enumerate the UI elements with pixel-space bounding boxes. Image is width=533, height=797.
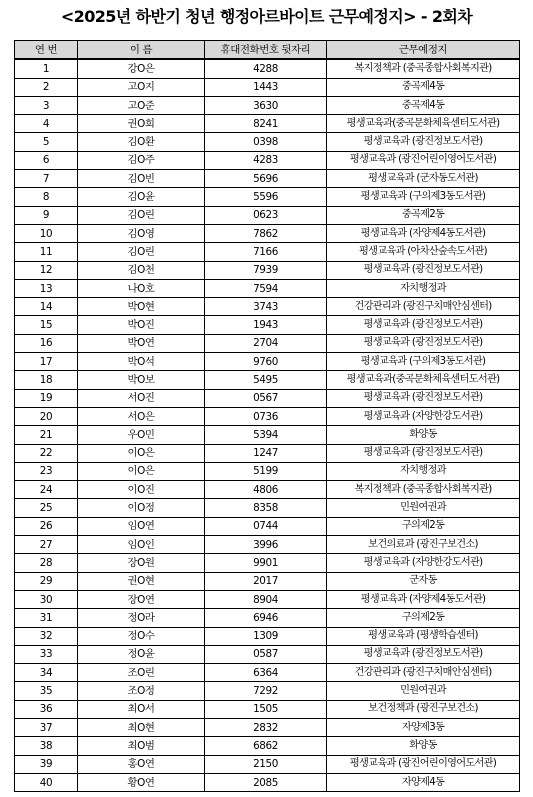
cell-phone: 7292 [205,682,327,700]
cell-name: 김O빈 [78,170,205,188]
header-phone: 휴대전화번호 뒷자리 [205,41,327,60]
cell-workplace: 화양동 [327,426,520,444]
cell-workplace: 평생교육과 (광진정보도서관) [327,389,520,407]
cell-workplace: 구의제2동 [327,609,520,627]
cell-phone: 3630 [205,96,327,114]
cell-phone: 7939 [205,261,327,279]
cell-phone: 1309 [205,627,327,645]
cell-name: 박O진 [78,316,205,334]
table-row [15,755,520,773]
table-row [15,261,520,279]
cell-workplace: 평생교육과 (광진정보도서관) [327,261,520,279]
table-row [15,664,520,682]
cell-number: 15 [15,316,78,334]
table-body [15,59,520,791]
table-row [15,78,520,96]
table-row [15,718,520,736]
table-row [15,170,520,188]
table-row [15,206,520,224]
cell-number: 6 [15,151,78,169]
cell-number: 18 [15,371,78,389]
cell-phone: 1943 [205,316,327,334]
cell-number: 13 [15,279,78,297]
cell-workplace: 평생교육과 (광진어린이영어도서관) [327,755,520,773]
cell-number: 23 [15,462,78,480]
cell-name: 김O윤 [78,188,205,206]
cell-number: 31 [15,609,78,627]
cell-number: 32 [15,627,78,645]
cell-number: 39 [15,755,78,773]
cell-phone: 1247 [205,444,327,462]
cell-number: 27 [15,536,78,554]
cell-phone: 2704 [205,334,327,352]
table-row [15,115,520,133]
cell-phone: 8358 [205,499,327,517]
cell-name: 김O린 [78,243,205,261]
cell-phone: 0736 [205,407,327,425]
cell-number: 21 [15,426,78,444]
header-name: 이 름 [78,41,205,60]
cell-workplace: 자치행정과 [327,462,520,480]
table-row [15,499,520,517]
cell-name: 정O수 [78,627,205,645]
cell-name: 김O영 [78,224,205,242]
cell-number: 33 [15,645,78,663]
cell-name: 조O린 [78,664,205,682]
cell-name: 임O인 [78,536,205,554]
cell-name: 장O원 [78,554,205,572]
cell-name: 이O은 [78,444,205,462]
cell-workplace: 중곡제2동 [327,206,520,224]
cell-phone: 6946 [205,609,327,627]
cell-workplace: 평생교육과 (광진정보도서관) [327,334,520,352]
table-row [15,517,520,535]
cell-workplace: 중곡제4동 [327,78,520,96]
cell-workplace: 평생교육과 (자양제4동도서관) [327,224,520,242]
table-row [15,334,520,352]
cell-number: 9 [15,206,78,224]
cell-number: 28 [15,554,78,572]
cell-number: 22 [15,444,78,462]
table-row [15,572,520,590]
cell-name: 이O정 [78,499,205,517]
cell-workplace: 보건정책과 (광진구보건소) [327,700,520,718]
cell-number: 3 [15,96,78,114]
cell-number: 1 [15,59,78,78]
cell-phone: 0398 [205,133,327,151]
table-row [15,224,520,242]
cell-name: 장O연 [78,590,205,608]
cell-number: 11 [15,243,78,261]
table-row [15,682,520,700]
table-row [15,96,520,114]
cell-number: 24 [15,481,78,499]
cell-workplace: 평생교육과 (광진정보도서관) [327,133,520,151]
table-header-row [15,41,520,60]
cell-number: 40 [15,773,78,791]
cell-name: 홍O연 [78,755,205,773]
cell-workplace: 평생교육과 (아차산숲속도서관) [327,243,520,261]
table-row [15,627,520,645]
table-row [15,645,520,663]
cell-workplace: 평생교육과 (광진어린이영어도서관) [327,151,520,169]
cell-workplace: 자치행정과 [327,279,520,297]
table-row [15,773,520,791]
cell-phone: 1505 [205,700,327,718]
cell-number: 19 [15,389,78,407]
cell-name: 정O윤 [78,645,205,663]
cell-name: 나O호 [78,279,205,297]
cell-number: 26 [15,517,78,535]
cell-workplace: 평생교육과 (구의제3동도서관) [327,188,520,206]
header-number: 연 번 [15,41,78,60]
cell-name: 박O현 [78,298,205,316]
table-row [15,481,520,499]
cell-workplace: 평생교육과 (평생학습센터) [327,627,520,645]
table-row [15,59,520,78]
cell-number: 37 [15,718,78,736]
assignment-table [14,40,520,792]
cell-phone: 6364 [205,664,327,682]
cell-workplace: 건강관리과 (광진구치매안심센터) [327,298,520,316]
cell-workplace: 복지정책과 (중곡종합사회복지관) [327,481,520,499]
cell-name: 우O민 [78,426,205,444]
table-row [15,536,520,554]
header-workplace: 근무예정지 [327,41,520,60]
table-row [15,133,520,151]
cell-phone: 9901 [205,554,327,572]
cell-workplace: 군자동 [327,572,520,590]
cell-phone: 2150 [205,755,327,773]
table-row [15,353,520,371]
cell-number: 17 [15,353,78,371]
cell-phone: 5696 [205,170,327,188]
cell-phone: 1443 [205,78,327,96]
cell-phone: 2832 [205,718,327,736]
cell-phone: 4288 [205,59,327,78]
table-row [15,389,520,407]
cell-workplace: 평생교육과 (자양제4동도서관) [327,590,520,608]
cell-name: 박O연 [78,334,205,352]
cell-workplace: 화양동 [327,737,520,755]
cell-phone: 5394 [205,426,327,444]
document-title: <2025년 하반기 청년 행정아르바이트 근무예정지> - 2회차 [60,7,473,26]
cell-name: 서O진 [78,389,205,407]
cell-phone: 8904 [205,590,327,608]
cell-number: 38 [15,737,78,755]
table-row [15,590,520,608]
cell-number: 2 [15,78,78,96]
cell-number: 29 [15,572,78,590]
cell-phone: 0587 [205,645,327,663]
cell-name: 김O천 [78,261,205,279]
table-row [15,151,520,169]
cell-number: 16 [15,334,78,352]
cell-name: 권O희 [78,115,205,133]
cell-workplace: 복지정책과 (중곡종합사회복지관) [327,59,520,78]
cell-workplace: 평생교육과(중곡문화체육센터도서관) [327,115,520,133]
cell-workplace: 평생교육과 (광진정보도서관) [327,444,520,462]
table-row [15,279,520,297]
table-row [15,407,520,425]
table-row [15,371,520,389]
cell-phone: 4806 [205,481,327,499]
cell-phone: 4283 [205,151,327,169]
table-row [15,188,520,206]
cell-phone: 5596 [205,188,327,206]
cell-phone: 3743 [205,298,327,316]
cell-workplace: 자양제3동 [327,718,520,736]
cell-number: 20 [15,407,78,425]
cell-name: 최O현 [78,718,205,736]
cell-name: 최O서 [78,700,205,718]
cell-name: 이O은 [78,462,205,480]
cell-phone: 8241 [205,115,327,133]
cell-workplace: 민원여권과 [327,682,520,700]
cell-phone: 7594 [205,279,327,297]
cell-workplace: 평생교육과 (광진정보도서관) [327,316,520,334]
cell-name: 강O은 [78,59,205,78]
cell-name: 박O석 [78,353,205,371]
cell-workplace: 자양제4동 [327,773,520,791]
cell-workplace: 건강관리과 (광진구치매안심센터) [327,664,520,682]
cell-name: 임O연 [78,517,205,535]
cell-name: 황O연 [78,773,205,791]
cell-phone: 7166 [205,243,327,261]
cell-name: 고O준 [78,96,205,114]
table-row [15,243,520,261]
cell-number: 14 [15,298,78,316]
table-row [15,444,520,462]
cell-phone: 2017 [205,572,327,590]
cell-number: 10 [15,224,78,242]
cell-phone: 6862 [205,737,327,755]
cell-workplace: 평생교육과 (군자동도서관) [327,170,520,188]
cell-workplace: 평생교육과 (자양한강도서관) [327,554,520,572]
cell-workplace: 중곡제4동 [327,96,520,114]
cell-name: 이O진 [78,481,205,499]
cell-phone: 3996 [205,536,327,554]
cell-name: 박O보 [78,371,205,389]
table-row [15,737,520,755]
cell-number: 5 [15,133,78,151]
cell-workplace: 보건의료과 (광진구보건소) [327,536,520,554]
table-row [15,426,520,444]
cell-number: 25 [15,499,78,517]
table-row [15,462,520,480]
cell-number: 34 [15,664,78,682]
cell-name: 권O현 [78,572,205,590]
cell-number: 36 [15,700,78,718]
cell-name: 조O정 [78,682,205,700]
cell-workplace: 민원여권과 [327,499,520,517]
cell-phone: 0567 [205,389,327,407]
table-row [15,554,520,572]
cell-number: 7 [15,170,78,188]
cell-phone: 0623 [205,206,327,224]
cell-workplace: 평생교육과 (광진정보도서관) [327,645,520,663]
cell-name: 김O주 [78,151,205,169]
cell-workplace: 평생교육과 (자양한강도서관) [327,407,520,425]
cell-name: 김O린 [78,206,205,224]
cell-name: 정O라 [78,609,205,627]
cell-number: 35 [15,682,78,700]
cell-number: 12 [15,261,78,279]
cell-name: 서O은 [78,407,205,425]
cell-name: 최O범 [78,737,205,755]
table-row [15,298,520,316]
cell-workplace: 평생교육과(중곡문화체육센터도서관) [327,371,520,389]
cell-phone: 0744 [205,517,327,535]
cell-name: 김O환 [78,133,205,151]
cell-number: 4 [15,115,78,133]
cell-number: 30 [15,590,78,608]
cell-workplace: 구의제2동 [327,517,520,535]
cell-number: 8 [15,188,78,206]
cell-phone: 9760 [205,353,327,371]
cell-phone: 7862 [205,224,327,242]
table-row [15,316,520,334]
cell-name: 고O지 [78,78,205,96]
cell-phone: 5495 [205,371,327,389]
cell-phone: 5199 [205,462,327,480]
table-row [15,700,520,718]
cell-workplace: 평생교육과 (구의제3동도서관) [327,353,520,371]
cell-phone: 2085 [205,773,327,791]
table-row [15,609,520,627]
